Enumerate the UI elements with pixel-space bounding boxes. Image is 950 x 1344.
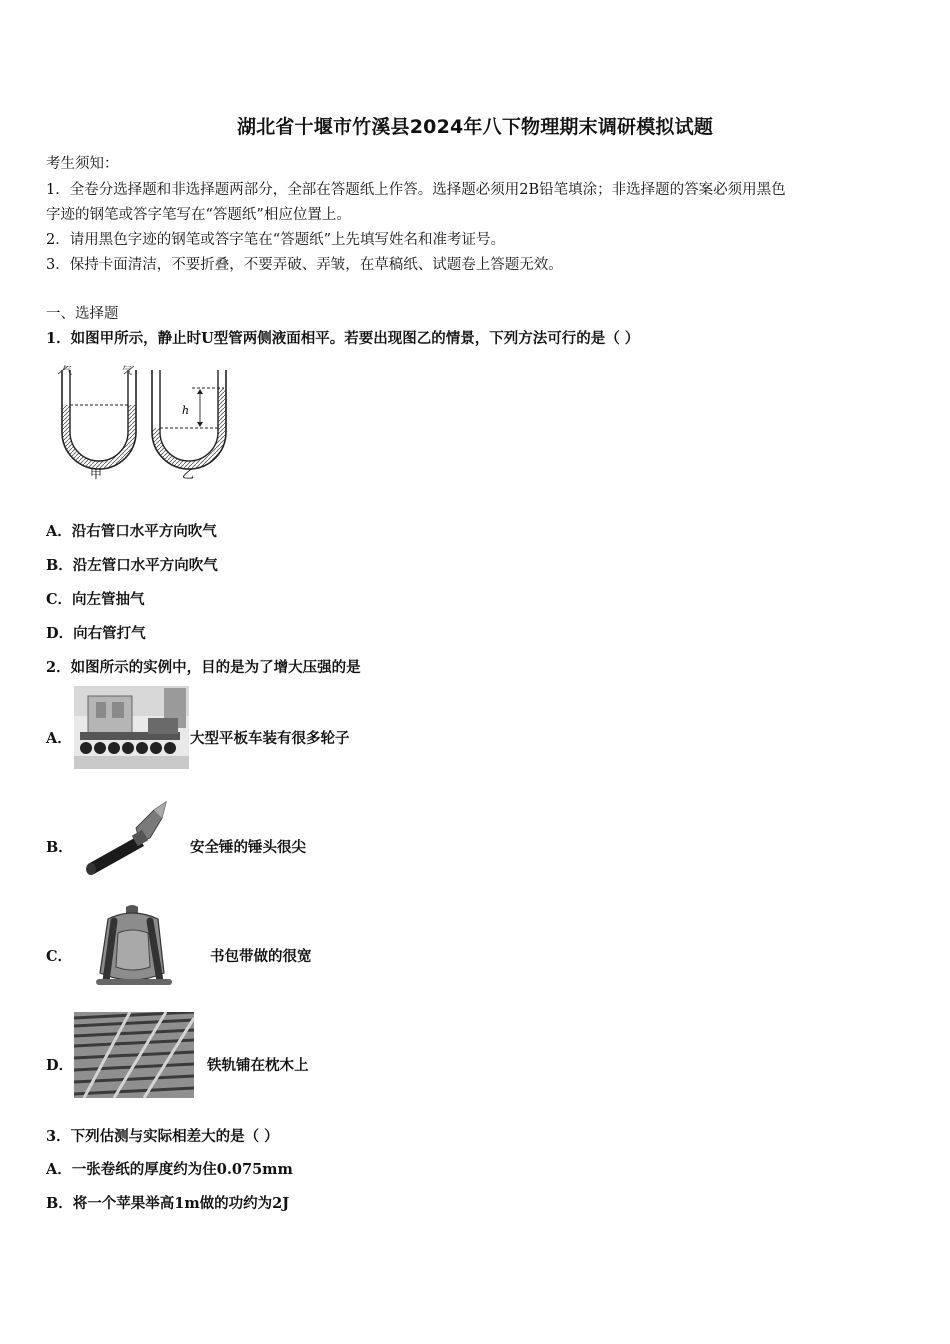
safety-hammer-image	[80, 798, 175, 878]
question-3-stem: 3．下列估测与实际相差大的是（ ）	[46, 1128, 279, 1145]
qi-label-left: 气	[62, 366, 72, 377]
qi-label-right: 气	[122, 366, 132, 377]
notice-item-3: 3．保持卡面清洁，不要折叠，不要弄破、弄皱，在草稿纸、试题卷上答题无效。	[46, 257, 563, 273]
notice-item-1-line-2: 字迹的钢笔或答字笔写在“答题纸”相应位置上。	[46, 207, 351, 223]
notice-heading: 考生须知：	[46, 156, 119, 172]
notice-item-1-line-1: 1．全卷分选择题和非选择题两部分，全部在答题纸上作答。选择题必须用2B铅笔填涂；非选择题的答案必须用黑色	[46, 182, 786, 198]
question-2-option-b-text: 安全锤的锤头很尖	[190, 839, 306, 856]
flatbed-truck-image	[74, 686, 189, 769]
question-1-option-b: B．沿左管口水平方向吹气	[46, 557, 218, 574]
question-2-option-b-label: B．	[46, 839, 73, 856]
question-3-option-a: A．一张卷纸的厚度约为住0.075mm	[46, 1161, 293, 1178]
question-2-option-d-text: 铁轨铺在枕木上	[207, 1057, 309, 1074]
notice-item-2: 2．请用黑色字迹的钢笔或答字笔在“答题纸”上先填写姓名和准考证号。	[46, 232, 506, 248]
question-2-option-a-text: 大型平板车装有很多轮子	[190, 730, 350, 747]
question-1-stem: 1．如图甲所示，静止时U型管两侧液面相平。若要出现图乙的情景，下列方法可行的是（ ）	[46, 330, 640, 347]
question-2-option-d-label: D．	[46, 1057, 74, 1074]
figure-label-jia: 甲	[90, 467, 103, 481]
figure-label-yi: 乙	[182, 467, 195, 481]
u-tube-figure	[52, 360, 232, 485]
h-label: h	[182, 404, 190, 417]
page-title: 湖北省十堰市竹溪县2024年八下物理期末调研模拟试题	[236, 116, 714, 138]
question-2-option-c-text: 书包带做的很宽	[210, 948, 312, 965]
railway-track-image	[74, 1012, 194, 1098]
question-2-option-c-label: C．	[46, 948, 73, 965]
section-heading-choice: 一、选择题	[46, 306, 119, 322]
question-1-option-c: C．向左管抽气	[46, 591, 145, 608]
question-2-option-a-label: A．	[46, 730, 72, 747]
question-2-stem: 2．如图所示的实例中，目的是为了增大压强的是	[46, 659, 361, 676]
backpack-image	[88, 903, 178, 991]
question-3-option-b: B．将一个苹果举高1m做的功约为2J	[46, 1195, 290, 1212]
question-1-option-a: A．沿右管口水平方向吹气	[46, 523, 217, 540]
question-1-option-d: D．向右管打气	[46, 625, 146, 642]
